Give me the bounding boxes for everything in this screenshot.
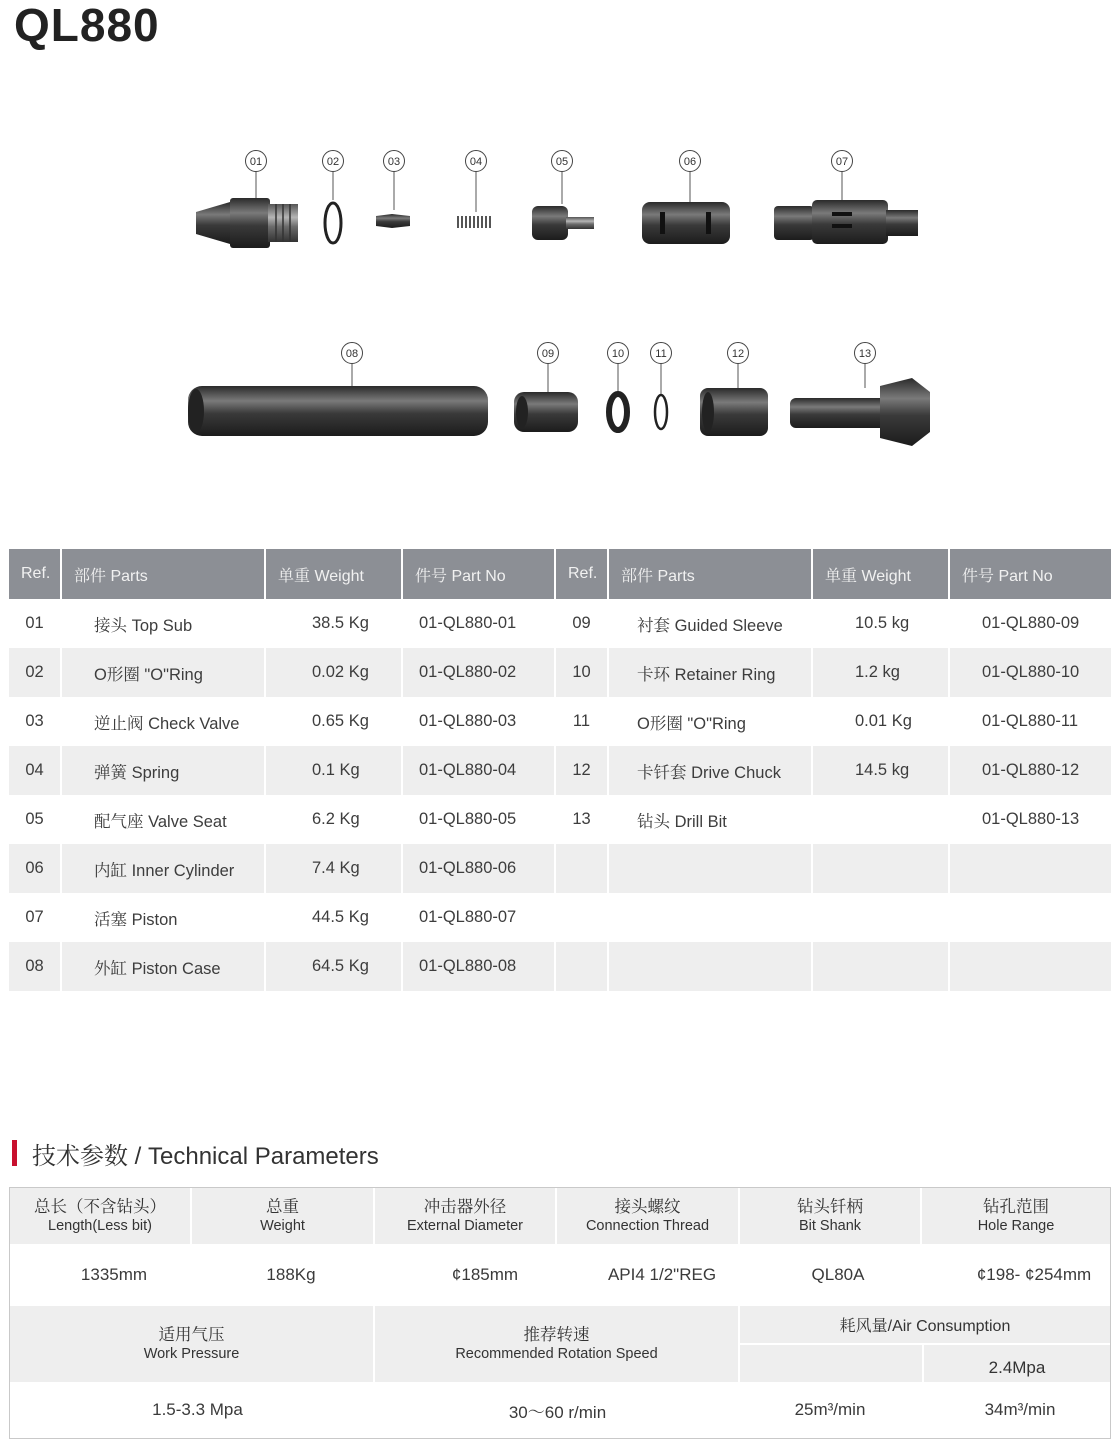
col-part-no: 件号 Part No <box>403 549 556 599</box>
table-row <box>9 648 1111 697</box>
col-ref-2: Ref. <box>556 549 609 599</box>
col-part-no-2: 件号 Part No <box>950 549 1111 599</box>
part-cell <box>609 942 813 991</box>
param-shank-header <box>740 1188 922 1244</box>
ref-cell <box>556 844 609 893</box>
ref-cell: 04 <box>9 746 62 795</box>
part-cell: 配气座 Valve Seat <box>62 795 266 844</box>
part-no-cell: 01-QL880-01 <box>403 599 556 648</box>
table-row <box>9 746 1111 795</box>
speed-value: 30～60 r/min <box>508 1402 607 1422</box>
weight-cell <box>813 942 950 991</box>
col-parts-2: 部件 Parts <box>609 549 813 599</box>
ref-cell: 09 <box>556 599 609 648</box>
table-row <box>9 942 1111 991</box>
header-zh: 总长（不含钻头） <box>34 1198 166 1216</box>
param-weight-header <box>192 1188 375 1244</box>
callout-10: 10 <box>607 342 629 364</box>
weight-cell: 7.4 Kg <box>266 844 403 893</box>
callout-12: 12 <box>727 342 749 364</box>
weight-cell: 10.5 kg <box>813 599 950 648</box>
part-cell: 活塞 Piston <box>62 893 266 942</box>
header-zh: 冲击器外径 <box>423 1198 507 1216</box>
callout-13: 13 <box>854 342 876 364</box>
param-thread-header <box>557 1188 740 1244</box>
air-sub-header <box>740 1343 1110 1382</box>
params-header-row-2 <box>10 1306 1110 1382</box>
callout-03: 03 <box>383 150 405 172</box>
diameter-value: ¢185mm <box>451 1265 519 1284</box>
weight-cell: 6.2 Kg <box>266 795 403 844</box>
air-consumption-title: 耗风量/Air Consumption <box>740 1306 1110 1343</box>
header-zh: 钻孔范围 <box>983 1198 1049 1216</box>
air-pressure-value: 2.4Mpa <box>924 1345 1110 1382</box>
part-cell: 衬套 Guided Sleeve <box>609 599 813 648</box>
air-a-value: 25m³/min <box>794 1400 866 1419</box>
callout-04: 04 <box>465 150 487 172</box>
part-cell: 钻头 Drill Bit <box>609 795 813 844</box>
ref-cell: 07 <box>9 893 62 942</box>
ref-cell: 12 <box>556 746 609 795</box>
param-hole-header <box>922 1188 1110 1244</box>
table-row <box>9 893 1111 942</box>
part-cell: 逆止阀 Check Valve <box>62 697 266 746</box>
part-cell: 内缸 Inner Cylinder <box>62 844 266 893</box>
ref-cell: 05 <box>9 795 62 844</box>
callout-09: 09 <box>537 342 559 364</box>
header-en: Bit Shank <box>798 1218 862 1234</box>
shank-value: QL80A <box>811 1265 865 1284</box>
ref-cell: 01 <box>9 599 62 648</box>
length-value: 1335mm <box>80 1265 148 1284</box>
air-b-value: 34m³/min <box>984 1400 1056 1419</box>
part-no-cell <box>950 893 1111 942</box>
thread-value: API4 1/2"REG <box>607 1265 717 1284</box>
top-sub-part <box>196 198 298 248</box>
col-weight-2: 单重 Weight <box>813 549 950 599</box>
header-zh: 总重 <box>266 1198 299 1216</box>
part-no-cell <box>950 844 1111 893</box>
col-ref: Ref. <box>9 549 62 599</box>
part-no-cell: 01-QL880-07 <box>403 893 556 942</box>
weight-cell: 0.1 Kg <box>266 746 403 795</box>
callout-01: 01 <box>245 150 267 172</box>
param-speed-header <box>375 1306 740 1382</box>
parts-table-header <box>9 549 1111 599</box>
part-no-cell: 01-QL880-10 <box>950 648 1111 697</box>
part-no-cell: 01-QL880-06 <box>403 844 556 893</box>
ref-cell: 11 <box>556 697 609 746</box>
weight-cell <box>813 844 950 893</box>
callout-08: 08 <box>341 342 363 364</box>
part-no-cell <box>950 942 1111 991</box>
callout-05: 05 <box>551 150 573 172</box>
weight-value: 188Kg <box>266 1265 316 1284</box>
ref-cell: 02 <box>9 648 62 697</box>
weight-cell: 0.01 Kg <box>813 697 950 746</box>
weight-cell: 1.2 kg <box>813 648 950 697</box>
ref-cell: 03 <box>9 697 62 746</box>
col-parts: 部件 Parts <box>62 549 266 599</box>
header-zh: 钻头钎柄 <box>797 1198 863 1216</box>
weight-cell: 44.5 Kg <box>266 893 403 942</box>
parts-illustration <box>0 140 1120 460</box>
weight-cell <box>813 893 950 942</box>
callout-07: 07 <box>831 150 853 172</box>
part-cell: 外缸 Piston Case <box>62 942 266 991</box>
ref-cell: 13 <box>556 795 609 844</box>
weight-cell: 64.5 Kg <box>266 942 403 991</box>
part-no-cell: 01-QL880-11 <box>950 697 1111 746</box>
ref-cell: 10 <box>556 648 609 697</box>
part-cell: 弹簧 Spring <box>62 746 266 795</box>
table-row <box>9 844 1111 893</box>
ref-cell: 06 <box>9 844 62 893</box>
header-zh: 适用气压 <box>158 1326 225 1344</box>
ref-cell <box>556 893 609 942</box>
header-en: Hole Range <box>977 1218 1055 1234</box>
part-cell: O形圈 "O"Ring <box>62 648 266 697</box>
weight-cell <box>813 795 950 844</box>
part-cell: 卡环 Retainer Ring <box>609 648 813 697</box>
part-cell: 接头 Top Sub <box>62 599 266 648</box>
callout-11: 11 <box>650 342 672 364</box>
hole-range-value: ¢198- ¢254mm <box>976 1265 1092 1284</box>
part-no-cell: 01-QL880-12 <box>950 746 1111 795</box>
params-value-row-2 <box>10 1382 1110 1438</box>
header-zh: 接头螺纹 <box>614 1198 681 1216</box>
model-title: QL880 <box>14 0 160 51</box>
tech-params-heading <box>12 1138 379 1168</box>
table-row <box>9 697 1111 746</box>
ref-cell <box>556 942 609 991</box>
part-no-cell: 01-QL880-08 <box>403 942 556 991</box>
table-row <box>9 599 1111 648</box>
col-weight: 单重 Weight <box>266 549 403 599</box>
weight-cell: 38.5 Kg <box>266 599 403 648</box>
weight-cell: 0.65 Kg <box>266 697 403 746</box>
param-air-header <box>740 1306 1110 1382</box>
weight-cell: 14.5 kg <box>813 746 950 795</box>
header-en: Recommended Rotation Speed <box>455 1346 658 1362</box>
header-en: Weight <box>260 1218 305 1234</box>
callout-02: 02 <box>322 150 344 172</box>
heading-accent-bar <box>12 1140 17 1166</box>
pressure-value: 1.5-3.3 Mpa <box>152 1400 243 1419</box>
part-no-cell: 01-QL880-09 <box>950 599 1111 648</box>
param-diameter-header <box>375 1188 557 1244</box>
weight-cell: 0.02 Kg <box>266 648 403 697</box>
part-no-cell: 01-QL880-13 <box>950 795 1111 844</box>
param-pressure-header <box>10 1306 375 1382</box>
tech-params-table <box>9 1187 1111 1439</box>
ref-cell: 08 <box>9 942 62 991</box>
param-length-header <box>10 1188 192 1244</box>
header-en: Connection Thread <box>585 1218 710 1234</box>
parts-table <box>9 549 1111 991</box>
part-cell <box>609 844 813 893</box>
params-header-row <box>10 1188 1110 1244</box>
part-cell: O形圈 "O"Ring <box>609 697 813 746</box>
tech-params-title: 技术参数 / Technical Parameters <box>32 1142 379 1170</box>
part-no-cell: 01-QL880-03 <box>403 697 556 746</box>
header-en: Work Pressure <box>143 1346 240 1362</box>
part-no-cell: 01-QL880-02 <box>403 648 556 697</box>
header-en: Length(Less bit) <box>48 1218 152 1234</box>
part-cell: 卡钎套 Drive Chuck <box>609 746 813 795</box>
table-row <box>9 795 1111 844</box>
part-no-cell: 01-QL880-04 <box>403 746 556 795</box>
part-cell <box>609 893 813 942</box>
params-value-row <box>10 1244 1110 1306</box>
callout-06: 06 <box>679 150 701 172</box>
part-no-cell: 01-QL880-05 <box>403 795 556 844</box>
header-en: External Diameter <box>406 1218 524 1234</box>
header-zh: 推荐转速 <box>523 1326 590 1344</box>
air-sub-cell-empty <box>740 1345 924 1382</box>
exploded-parts-diagram <box>0 140 1120 460</box>
